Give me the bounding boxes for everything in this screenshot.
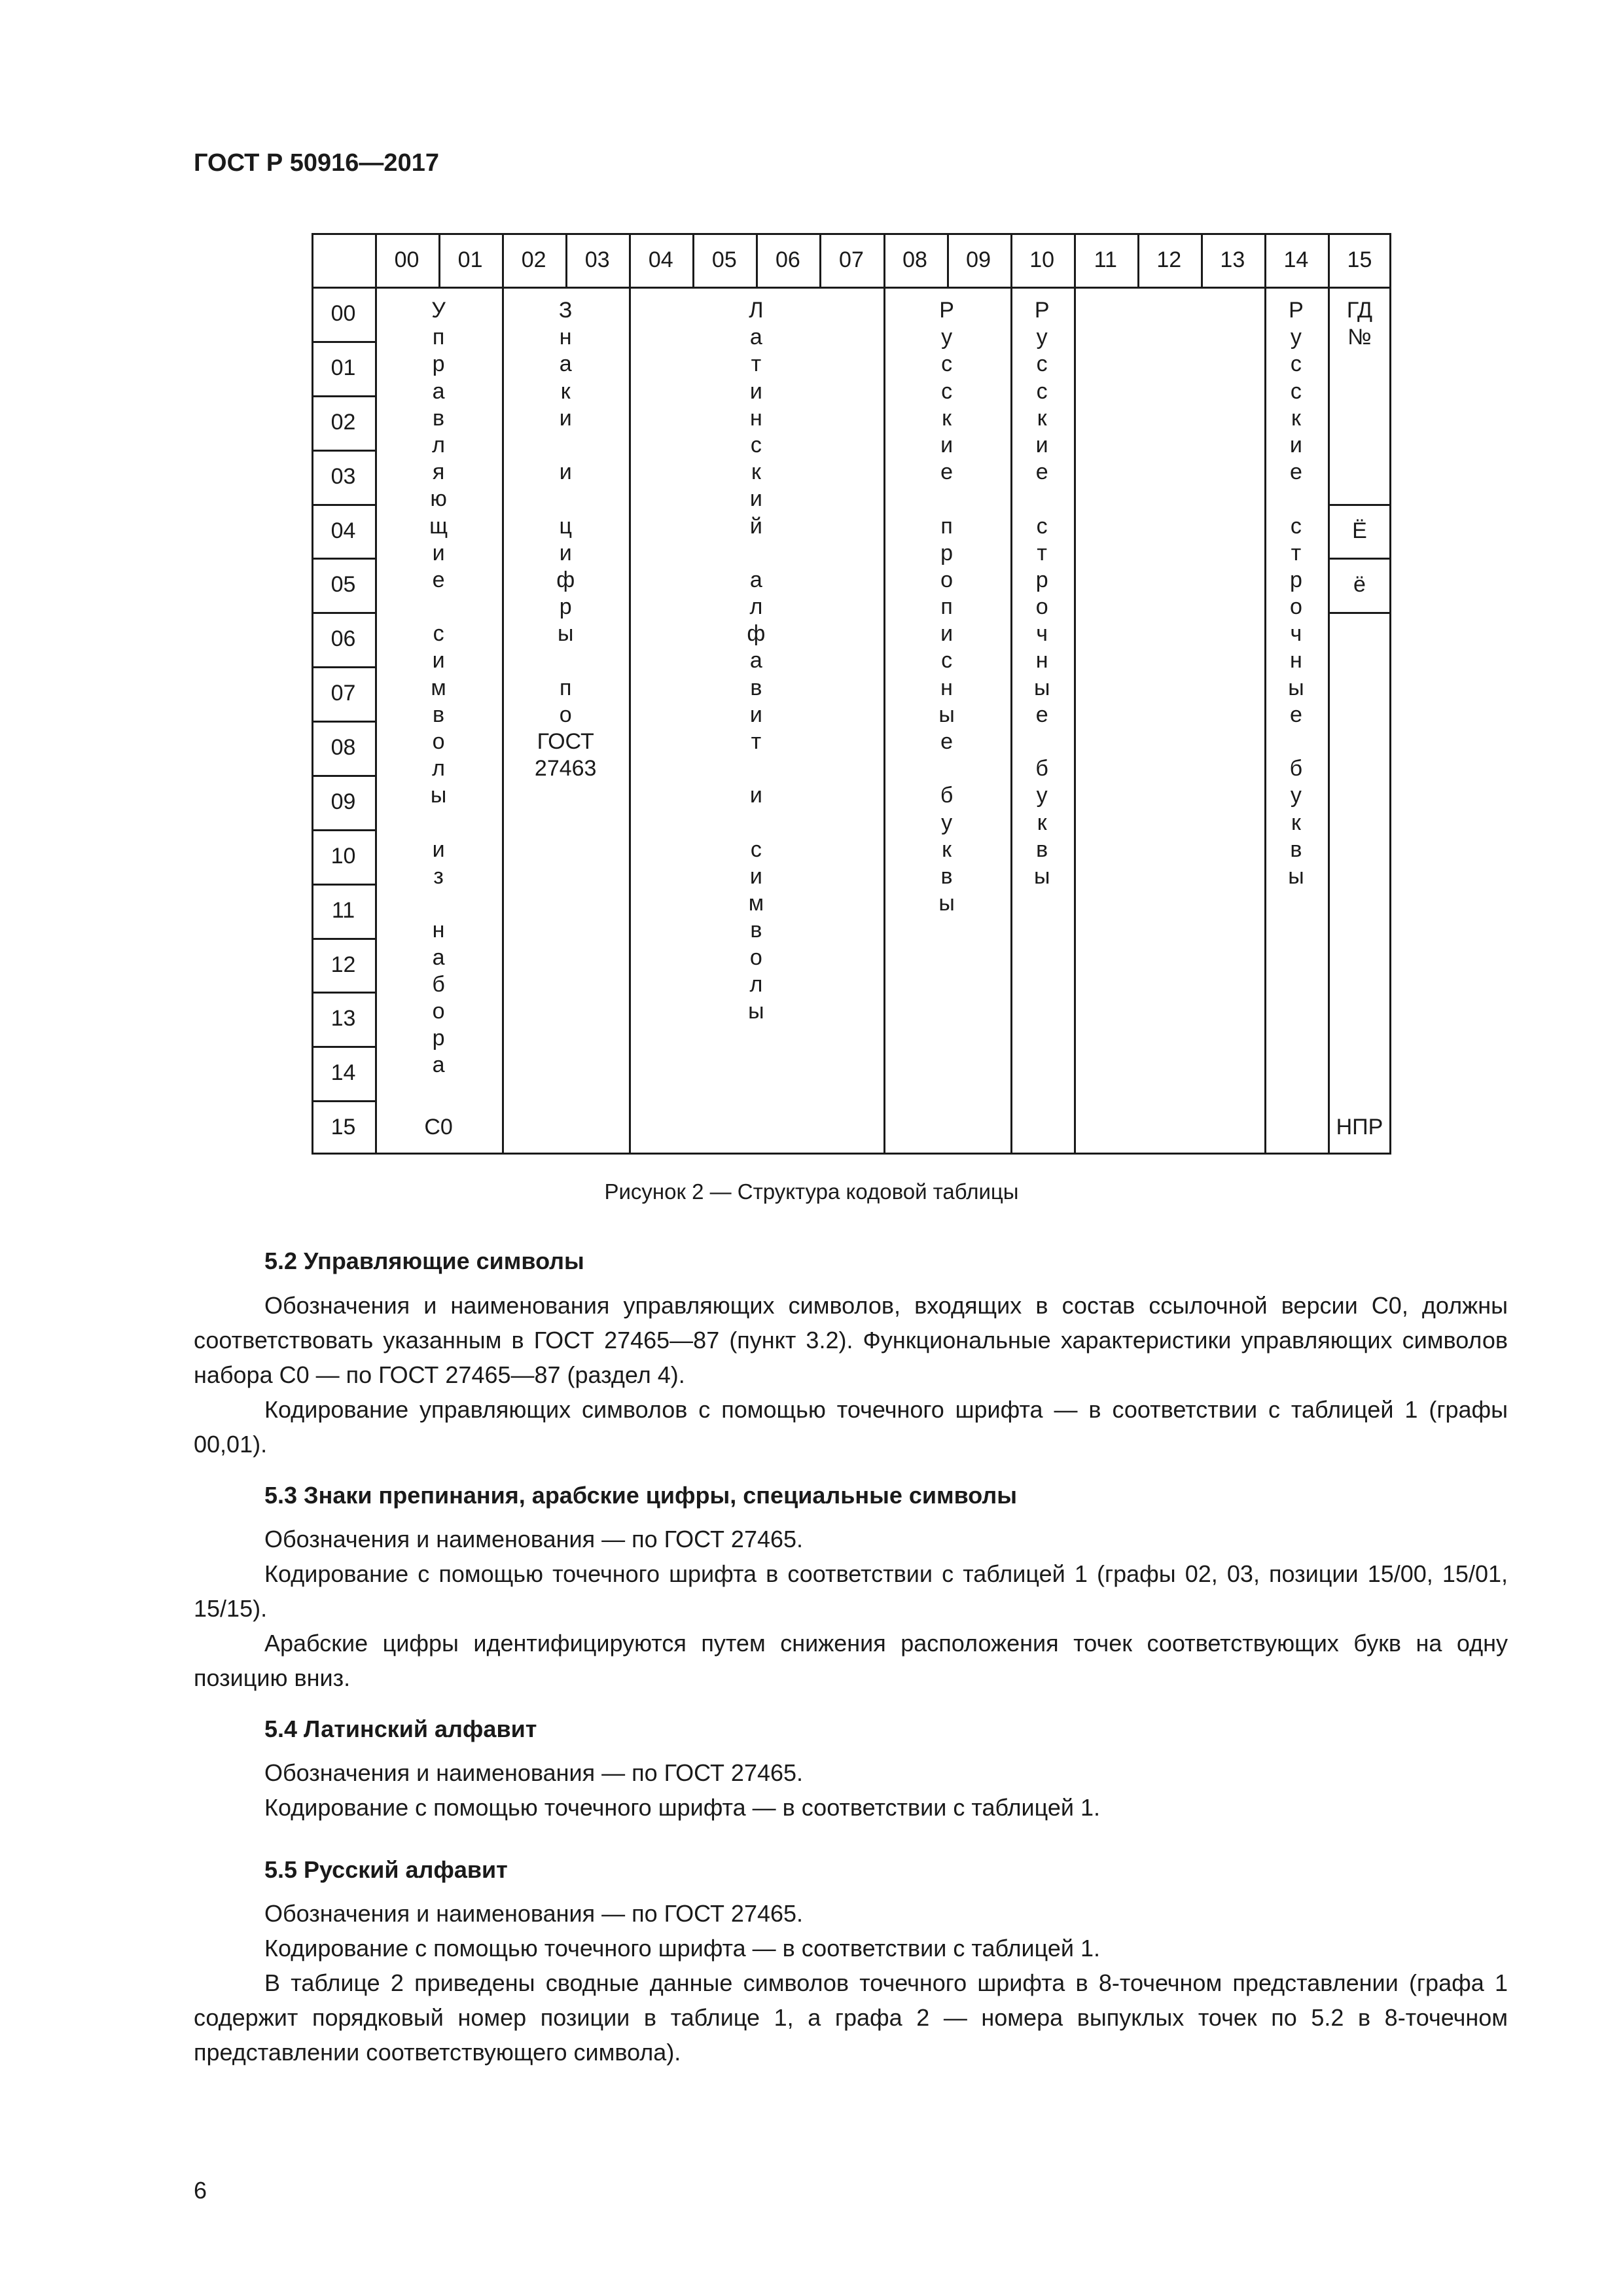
block-rus-lower-1-label: Р у с с к и е с т р о ч н ы е б у к в ы [1033, 298, 1050, 889]
column-header: 13 [1220, 247, 1245, 272]
row-header: 13 [330, 1006, 356, 1031]
row-header: 11 [331, 897, 355, 923]
col15-cell-line [1328, 612, 1391, 614]
row-header: 10 [330, 843, 356, 869]
column-header: 00 [394, 247, 419, 272]
col15-small-yo: ё [1353, 572, 1366, 598]
row-header: 03 [330, 463, 356, 489]
figure-caption: Рисунок 2 — Структура кодовой таблицы [604, 1179, 1019, 1204]
col15-number-sign: № [1347, 325, 1372, 350]
row-header: 12 [330, 952, 356, 977]
section-5-5-paragraph-3: В таблице 2 приведены сводные данные символов точечного шрифта в 8-точечном представлении (графа 1 содержит порядковый номер позиции в таблице 1, а графа 2 — номера выпуклых точек по 5.2 в 8-точечном представлении соответствующего символа). [194, 1969, 1508, 2066]
section-heading-5-5: 5.5 Русский алфавит [264, 1856, 508, 1883]
row-header: 08 [330, 735, 356, 760]
section-5-5-paragraph-2: Кодирование с помощью точечного шрифта — в соответствии с таблицей 1. [264, 1935, 1100, 1962]
block-c0-bottom-label: C0 [424, 1115, 453, 1140]
block-rus-upper-label: Р у с с к и е п р о п и с н ы е б у к в ы [938, 298, 955, 916]
column-header: 02 [521, 247, 546, 272]
section-heading-5-2: 5.2 Управляющие символы [264, 1247, 584, 1274]
col15-gd-label: ГД [1346, 298, 1373, 323]
section-5-2-paragraph-1: Обозначения и наименования управляющих символов, входящих в состав ссылочной версии С0, должны соответствовать указанным в ГОСТ 27465—87 (пункт 3.2). Функциональные характеристики управляющих символов набора С0 — по ГОСТ 27465—87 (раздел 4). [194, 1292, 1508, 1388]
row-header: 06 [330, 626, 356, 652]
document-header: ГОСТ Р 50916—2017 [194, 149, 439, 177]
column-header: 09 [966, 247, 991, 272]
section-5-5-paragraph-1: Обозначения и наименования — по ГОСТ 27465. [264, 1900, 804, 1927]
block-boundary-line [1074, 287, 1076, 1155]
row-header: 01 [330, 355, 356, 380]
column-header: 15 [1347, 247, 1372, 272]
row-header: 00 [330, 301, 356, 326]
row-header: 05 [330, 572, 356, 598]
column-header: 06 [775, 247, 800, 272]
column-header: 05 [711, 247, 737, 272]
block-rus-lower-2-label: Р у с с к и е с т р о ч н ы е б у к в ы [1288, 298, 1304, 889]
table-border-right [1389, 233, 1391, 1155]
row-header: 04 [330, 518, 356, 543]
section-5-3-paragraph-2: Кодирование с помощью точечного шрифта в соответствии с таблицей 1 (графы 02, 03, позиции 15/00, 15/01, 15/15). [194, 1560, 1508, 1622]
row-header: 15 [330, 1115, 356, 1140]
section-heading-5-4: 5.4 Латинский алфавит [264, 1715, 537, 1742]
column-header: 11 [1094, 247, 1117, 272]
column-header: 12 [1156, 247, 1182, 272]
page-number: 6 [194, 2177, 207, 2204]
section-5-3-paragraph-3: Арабские цифры идентифицируются путем снижения расположения точек соответствующих букв на одну позицию вниз. [194, 1630, 1508, 1691]
column-header: 07 [839, 247, 864, 272]
section-5-2-paragraph-2: Кодирование управляющих символов с помощью точечного шрифта — в соответствии с таблицей 1 (графы 00,01). [194, 1396, 1508, 1458]
section-5-4-paragraph-2: Кодирование с помощью точечного шрифта — в соответствии с таблицей 1. [264, 1794, 1100, 1821]
block-c0-label: У п р а в л я ю щ и е с и м в о л ы и з н а б о р а [429, 298, 448, 1078]
column-header: 10 [1029, 247, 1055, 272]
row-header: 14 [330, 1060, 356, 1086]
column-header: 03 [584, 247, 610, 272]
row-header: 09 [330, 789, 356, 814]
code-table-figure [312, 233, 1391, 1155]
section-5-3-paragraph-1: Обозначения и наименования — по ГОСТ 27465. [264, 1526, 804, 1552]
col15-npr-label: НПР [1336, 1115, 1383, 1140]
row-header: 02 [330, 409, 356, 435]
column-header: 01 [457, 247, 483, 272]
section-heading-5-3: 5.3 Знаки препинания, арабские цифры, специальные символы [264, 1482, 1018, 1509]
section-5-4-paragraph-1: Обозначения и наименования — по ГОСТ 27465. [264, 1759, 804, 1786]
block-signs-label: З н а к и и ц и ф р ы п о ГОСТ 27463 [534, 298, 597, 781]
block-boundary-line [1328, 287, 1330, 1155]
header-separator-line [312, 287, 1391, 289]
column-header: 08 [902, 247, 927, 272]
column-header: 14 [1283, 247, 1309, 272]
column-header: 04 [648, 247, 673, 272]
row-header: 07 [330, 681, 356, 706]
block-latin-label: Л а т и н с к и й а л ф а в и т и с и м в о л ы [747, 298, 766, 1024]
col15-capital-yo: Ё [1352, 518, 1367, 543]
